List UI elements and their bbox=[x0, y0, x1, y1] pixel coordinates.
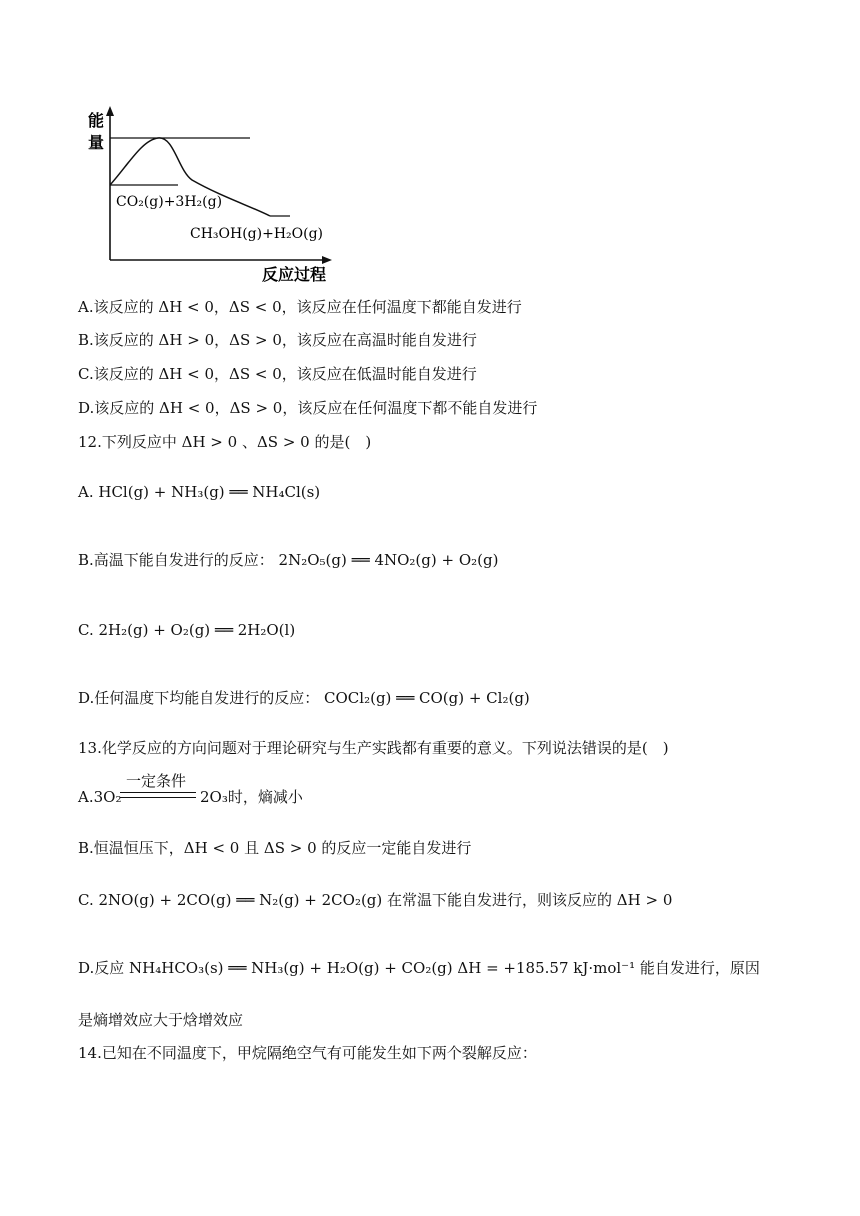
q12-option-c: C. 2H₂(g) + O₂(g) ══ 2H₂O(l) bbox=[78, 621, 296, 639]
q11-option-c: C.该反应的 ΔH < 0，ΔS < 0，该反应在低温时能自发进行 bbox=[78, 365, 477, 383]
q13-option-a-right: 2O₃时，熵减小 bbox=[200, 788, 303, 806]
q13-option-d-line2: 是熵增效应大于焓增效应 bbox=[78, 1011, 244, 1029]
q13-option-b: B.恒温恒压下，ΔH < 0 且 ΔS > 0 的反应一定能自发进行 bbox=[78, 839, 472, 857]
q14-stem: 14.已知在不同温度下，甲烷隔绝空气有可能发生如下两个裂解反应： bbox=[78, 1044, 537, 1062]
q11-option-a: A.该反应的 ΔH < 0，ΔS < 0，该反应在任何温度下都能自发进行 bbox=[78, 298, 522, 316]
reactant-label: CO₂(g)+3H₂(g) bbox=[116, 194, 223, 210]
q11-option-d: D.该反应的 ΔH < 0，ΔS > 0，该反应在任何温度下都不能自发进行 bbox=[78, 399, 538, 417]
q13-option-a-left: A.3O₂ bbox=[78, 788, 122, 806]
y-label-2: 量 bbox=[88, 133, 105, 152]
q13-option-a-condition: 一定条件 bbox=[126, 772, 187, 790]
y-label-1: 能 bbox=[88, 111, 105, 130]
q12-stem: 12.下列反应中 ΔH > 0 、ΔS > 0 的是( ) bbox=[78, 433, 372, 451]
x-label: 反应过程 bbox=[262, 265, 327, 284]
q13-option-c: C. 2NO(g) + 2CO(g) ══ N₂(g) + 2CO₂(g) 在常温下能自发进行，则该反应的 ΔH > 0 bbox=[78, 891, 673, 909]
q13-option-d-line1: D.反应 NH₄HCO₃(s) ══ NH₃(g) + H₂O(g) + CO₂(g) ΔH = +185.57 kJ·mol⁻¹ 能自发进行，原因 bbox=[78, 959, 760, 977]
x-axis-arrow bbox=[322, 256, 332, 264]
q13-option-a-double-arrow bbox=[120, 792, 196, 798]
q12-option-d: D.任何温度下均能自发进行的反应： COCl₂(g) ══ CO(g) + Cl₂(g) bbox=[78, 689, 530, 707]
energy-diagram bbox=[80, 100, 440, 290]
q12-option-a: A. HCl(g) + NH₃(g) ══ NH₄Cl(s) bbox=[78, 483, 321, 501]
product-label: CH₃OH(g)+H₂O(g) bbox=[190, 226, 324, 242]
y-axis-arrow bbox=[106, 106, 114, 116]
q13-stem: 13.化学反应的方向问题对于理论研究与生产实践都有重要的意义。下列说法错误的是( ) bbox=[78, 739, 669, 757]
q11-option-b: B.该反应的 ΔH > 0，ΔS > 0，该反应在高温时能自发进行 bbox=[78, 331, 477, 349]
q12-option-b: B.高温下能自发进行的反应： 2N₂O₅(g) ══ 4NO₂(g) + O₂(g) bbox=[78, 551, 499, 569]
